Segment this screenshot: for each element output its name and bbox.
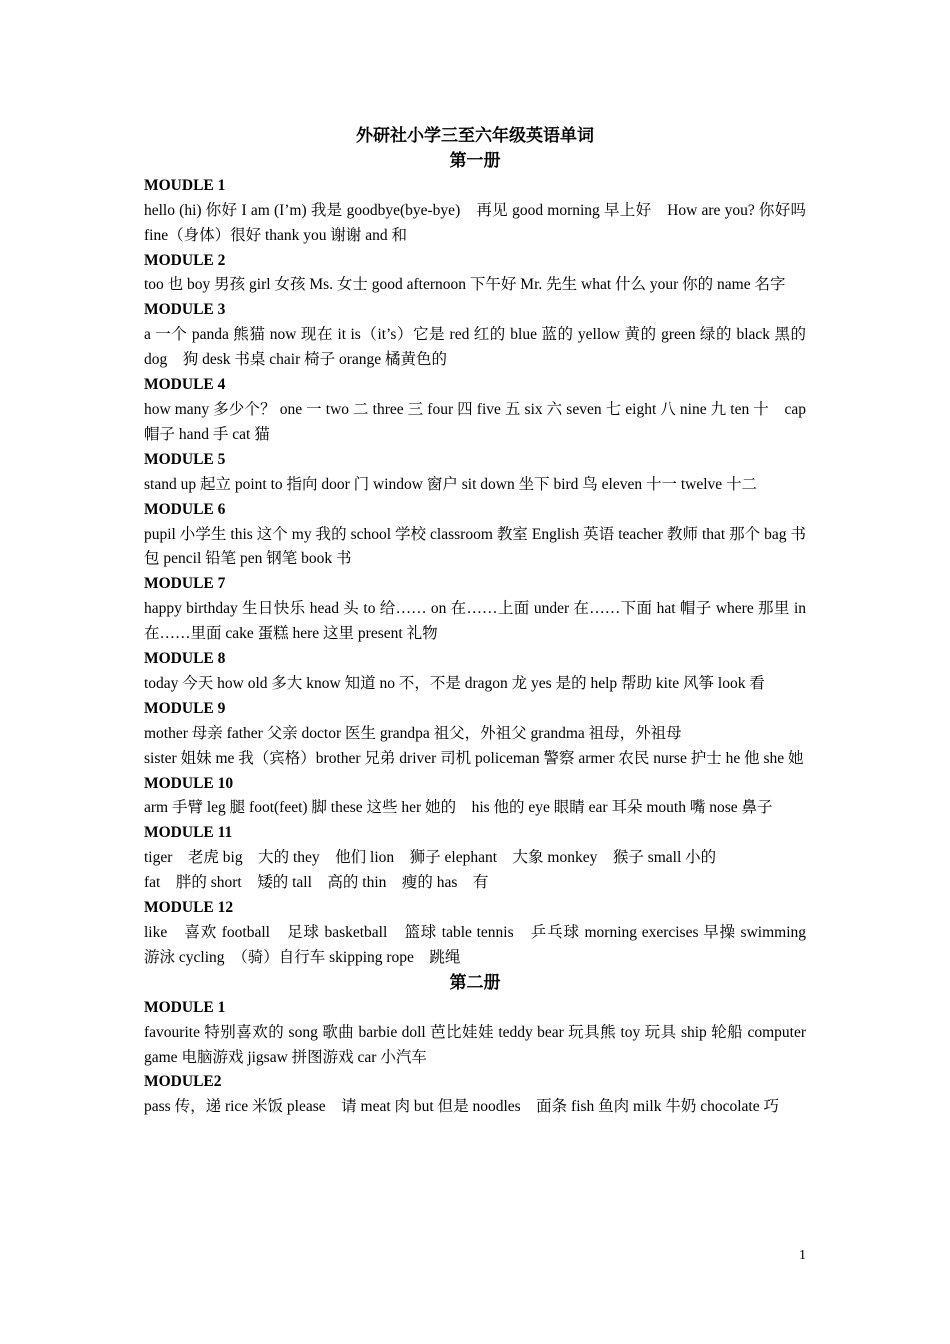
module-heading: MODULE 5	[144, 450, 226, 468]
module-vocabulary: like 喜欢 football 足球 basketball 篮球 table tennis 乒乓球 morning exercises 早操 swimming 游泳 cycling （骑）自行车 skipping rope 跳绳	[144, 924, 822, 966]
module-heading: MODULE 2	[144, 251, 226, 269]
module-vocabulary: arm 手臂 leg 腿 foot(feet) 脚 these 这些 her 她的 his 他的 eye 眼睛 ear 耳朵 mouth 嘴 nose 鼻子	[144, 799, 773, 817]
page-number: 1	[799, 1248, 806, 1263]
module-heading: MODULE 6	[144, 500, 226, 518]
module-vocabulary: favourite 特别喜欢的 song 歌曲 barbie doll 芭比娃娃 teddy bear 玩具熊 toy 玩具 ship 轮船 computer game 电脑游戏 jigsaw 拼图游戏 car 小汽车	[144, 1023, 806, 1066]
module-vocabulary: too 也 boy 男孩 girl 女孩 Ms. 女士 good afternoon 下午好 Mr. 先生 what 什么 your 你的 name 名字	[144, 276, 786, 294]
module-heading: MODULE2	[144, 1073, 222, 1091]
module-heading: MODULE 3	[144, 301, 226, 319]
module-vocabulary: pupil 小学生 this 这个 my 我的 school 学校 classroom 教室 English 英语 teacher 教师 that 那个 bag 书包 pencil 铅笔 pen 钢笔 book 书	[144, 525, 806, 568]
module-vocabulary: today 今天 how old 多大 know 知道 no 不，不是 dragon 龙 yes 是的 help 帮助 kite 风筝 look 看	[144, 674, 765, 692]
module-vocabulary: stand up 起立 point to 指向 door 门 window 窗户 sit down 坐下 bird 鸟 eleven 十一 twelve 十二	[144, 475, 758, 493]
module-vocabulary: tiger 老虎 big 大的 they 他们 lion 狮子 elephant 大象 monkey 猴子 small 小的	[144, 849, 717, 867]
module-vocabulary: fat 胖的 short 矮的 tall 高的 thin 瘦的 has 有	[144, 874, 489, 892]
module-heading: MODULE 10	[144, 774, 234, 792]
module-heading: MODULE 8	[144, 650, 226, 668]
module-vocabulary: how many 多少个？ one 一 two 二 three 三 four 四 five 五 six 六 seven 七 eight 八 nine 九 ten 十 cap 帽子 hand 手 cat 猫	[144, 400, 806, 443]
module-vocabulary: hello (hi) 你好 I am (I’m) 我是 goodbye(bye-bye) 再见 good morning 早上好 How are you? 你好吗 fine（身体）很好 thank you 谢谢 and 和	[144, 201, 806, 244]
module-heading: MODULE 9	[144, 699, 226, 717]
module-vocabulary: happy birthday 生日快乐 head 头 to 给…… on 在……上面 under 在……下面 hat 帽子 where 那里 in 在……里面 cake 蛋糕 here 这里 present 礼物	[144, 600, 806, 643]
volume-heading: 第二册	[449, 972, 501, 992]
document-body	[144, 124, 822, 1120]
document-title: 外研社小学三至六年级英语单词	[356, 126, 594, 145]
module-heading: MODULE 4	[144, 376, 226, 394]
module-heading: MODULE 12	[144, 899, 234, 917]
volume-heading: 第一册	[449, 150, 501, 170]
module-vocabulary: mother 母亲 father 父亲 doctor 医生 grandpa 祖父，外祖父 grandma 祖母，外祖母	[144, 724, 682, 742]
module-heading: MODULE 1	[144, 998, 226, 1016]
module-heading: MODULE 11	[144, 824, 233, 842]
module-vocabulary: a 一个 panda 熊猫 now 现在 it is（it’s）它是 red 红的 blue 蓝的 yellow 黄的 green 绿的 black 黑的 dog 狗 desk 书桌 chair 椅子 orange 橘黄色的	[144, 326, 806, 369]
module-heading: MOUDLE 1	[144, 176, 226, 194]
module-vocabulary: sister 姐妹 me 我（宾格）brother 兄弟 driver 司机 policeman 警察 armer 农民 nurse 护士 he 他 she 她	[144, 749, 804, 767]
module-vocabulary: pass 传，递 rice 米饭 please 请 meat 肉 but 但是 noodles 面条 fish 鱼肉 milk 牛奶 chocolate 巧	[144, 1098, 779, 1116]
module-heading: MODULE 7	[144, 575, 226, 593]
